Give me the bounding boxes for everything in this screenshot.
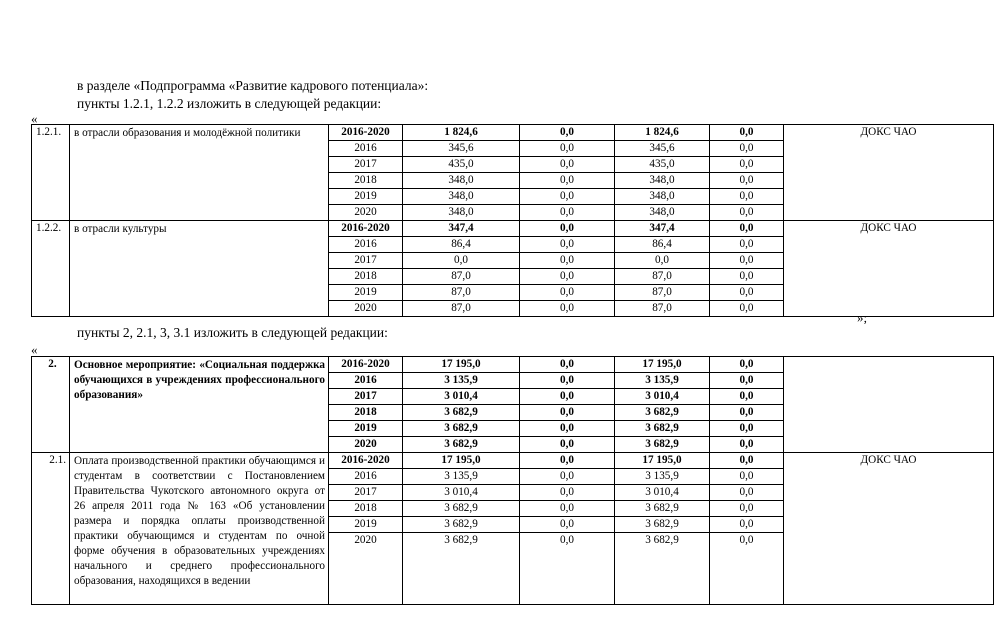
close-quote-1: »; xyxy=(857,310,868,325)
table-cell-value: 3 682,9 xyxy=(615,501,709,517)
table-cell-value: 17 195,0 xyxy=(403,357,519,373)
table-cell-value: 2017 xyxy=(329,389,402,405)
table-cell-value: 0,0 xyxy=(520,157,614,173)
table-cell-value: 0,0 xyxy=(710,125,783,141)
item-name: Основное мероприятие: «Социальная поддержка обучающихся в учреждениях профессионального образования» xyxy=(70,357,329,453)
table-cell-value: 87,0 xyxy=(615,269,709,285)
table-cell-value: 0,0 xyxy=(710,221,783,237)
table-cell-value: 0,0 xyxy=(615,253,709,269)
table-cell-value: 348,0 xyxy=(448,206,474,218)
table-cell-value: 0,0 xyxy=(710,405,783,421)
table-cell-value: 348,0 xyxy=(403,173,519,189)
table-cell-value: 0,0 xyxy=(710,501,783,517)
table-cell-value: 2016-2020 xyxy=(329,453,402,469)
table-cell-value: 3 682,9 xyxy=(615,421,709,437)
item-number: 1.2.2. xyxy=(32,221,70,317)
item-name: Оплата производственной практики обучающимся и студентам в соответствии с Постановлением Правительства Чукотского автономного округа от 26 апреля 2011 года № 163 «Об установлении размера и порядка оплаты производственной практики обучающимся и студентам по очной форме обучения в образовательных учреждениях начального и среднего профессионального образования, находящихся в ведении xyxy=(70,453,329,605)
table-cell-value: 0,0 xyxy=(710,517,783,533)
table-cell-value: 86,4 xyxy=(615,237,709,253)
table-cell-value: 2017 xyxy=(329,485,402,501)
table-cell-value: 3 010,4 xyxy=(615,389,709,405)
table-cell-value: 0,0 xyxy=(710,189,783,205)
table-cell-value: 3 682,9 xyxy=(615,405,709,421)
table-cell-value: 3 682,9 xyxy=(403,501,519,517)
table-cell-value: 0,0 xyxy=(739,438,754,450)
table-cell-value: 348,0 xyxy=(649,206,675,218)
table-cell-value: 2018 xyxy=(329,405,402,421)
table-cell-value: 345,6 xyxy=(403,141,519,157)
table-cell-value: 435,0 xyxy=(403,157,519,173)
table-cell-value: 0,0 xyxy=(560,534,574,546)
table-cell-value: 0,0 xyxy=(560,302,574,314)
intro-line-1: в разделе «Подпрограмма «Развитие кадрового потенциала»: xyxy=(77,78,429,93)
table-cell-value: 0,0 xyxy=(520,221,614,237)
table-cell-value: 0,0 xyxy=(520,453,614,469)
table-cell-value: 0,0 xyxy=(520,189,614,205)
table-cell-value: 0,0 xyxy=(710,469,783,485)
table-cell-value: 0,0 xyxy=(520,253,614,269)
table-cell-value: 3 010,4 xyxy=(403,485,519,501)
table-cell-value: 0,0 xyxy=(520,141,614,157)
table-cell-value: 2019 xyxy=(329,421,402,437)
table-cell-value: 87,0 xyxy=(615,285,709,301)
program-table-2 xyxy=(31,356,994,605)
table-cell-value: 0,0 xyxy=(520,237,614,253)
table-cell-value: 17 195,0 xyxy=(615,357,709,373)
table-cell-value: 3 682,9 xyxy=(403,421,519,437)
intro-line-2: пункты 1.2.1, 1.2.2 изложить в следующей редакции: xyxy=(77,96,382,111)
section2-heading: пункты 2, 2.1, 3, 3.1 изложить в следующей редакции: xyxy=(77,325,388,340)
table-cell-value: 0,0 xyxy=(710,485,783,501)
table-cell-value: 2020 xyxy=(354,302,377,314)
table-cell-value: 348,0 xyxy=(403,189,519,205)
table-cell-value: 17 195,0 xyxy=(403,453,519,469)
table-cell-value: 0,0 xyxy=(520,373,614,389)
table-cell-value: 0,0 xyxy=(560,206,574,218)
table-cell-value: 0,0 xyxy=(520,517,614,533)
item-name: в отрасли культуры xyxy=(70,221,329,317)
table-cell-value: 0,0 xyxy=(710,357,783,373)
table-cell-value: 2020 xyxy=(354,438,377,450)
table-cell-value: 2016 xyxy=(329,141,402,157)
table-cell-value: 2017 xyxy=(329,157,402,173)
open-quote-1: « xyxy=(31,111,38,126)
table-cell-value: 2016 xyxy=(329,373,402,389)
table-cell-value: 0,0 xyxy=(520,269,614,285)
item-number: 2.1. xyxy=(32,453,70,605)
table-cell-value: 0,0 xyxy=(520,485,614,501)
table-row xyxy=(32,357,994,453)
table-cell-value: 1 824,6 xyxy=(403,125,519,141)
table-cell-value: 3 135,9 xyxy=(403,469,519,485)
table-cell-value: 2016 xyxy=(329,469,402,485)
table-cell-value: 0,0 xyxy=(739,302,754,314)
table-cell-value: 2019 xyxy=(329,189,402,205)
table-cell-value: 2016 xyxy=(329,237,402,253)
table-cell-value: 0,0 xyxy=(710,285,783,301)
executor: ДОКС ЧАО xyxy=(784,125,994,221)
table-cell-value: 3 135,9 xyxy=(403,373,519,389)
open-quote-2: « xyxy=(31,342,38,357)
table-cell-value: 2017 xyxy=(329,253,402,269)
table-cell-value: 2018 xyxy=(329,269,402,285)
item-name: в отрасли образования и молодёжной политики xyxy=(70,125,329,221)
table-cell-value: 0,0 xyxy=(520,405,614,421)
table-cell-value: 2016-2020 xyxy=(329,221,402,237)
table-cell-value: 2019 xyxy=(329,517,402,533)
table-cell-value: 3 135,9 xyxy=(615,469,709,485)
table-cell-value: 0,0 xyxy=(520,285,614,301)
table-cell-value: 3 682,9 xyxy=(444,438,478,450)
table-cell-value: 0,0 xyxy=(710,373,783,389)
table-cell-value: 0,0 xyxy=(403,253,519,269)
table-cell-value: 0,0 xyxy=(520,501,614,517)
table-cell-value: 345,6 xyxy=(615,141,709,157)
table-cell-value: 87,0 xyxy=(451,302,471,314)
executor: ДОКС ЧАО xyxy=(784,453,994,605)
table-cell-value: 1 824,6 xyxy=(615,125,709,141)
table-cell-value: 0,0 xyxy=(710,453,783,469)
table-row xyxy=(32,453,994,605)
table-cell-value: 2016-2020 xyxy=(329,125,402,141)
table-cell-value: 0,0 xyxy=(520,421,614,437)
table-cell-value: 0,0 xyxy=(560,438,574,450)
table-row xyxy=(32,221,994,317)
table-cell-value: 3 682,9 xyxy=(615,517,709,533)
table-cell-value: 87,0 xyxy=(403,269,519,285)
table-cell-value: 2020 xyxy=(354,534,377,546)
table-cell-value: 0,0 xyxy=(710,389,783,405)
table-cell-value: 3 682,9 xyxy=(645,534,679,546)
table-cell-value: 2018 xyxy=(329,173,402,189)
table-cell-value: 0,0 xyxy=(520,173,614,189)
table-cell-value: 3 010,4 xyxy=(403,389,519,405)
table-cell-value: 0,0 xyxy=(710,173,783,189)
table-cell-value: 2020 xyxy=(354,206,377,218)
table-cell-value: 3 682,9 xyxy=(403,517,519,533)
table-cell-value: 3 682,9 xyxy=(645,438,679,450)
table-cell-value: 0,0 xyxy=(520,389,614,405)
table-cell-value: 347,4 xyxy=(615,221,709,237)
table-cell-value: 0,0 xyxy=(520,125,614,141)
table-cell-value: 0,0 xyxy=(710,269,783,285)
table-cell-value: 2016-2020 xyxy=(329,357,402,373)
table-cell-value: 3 135,9 xyxy=(615,373,709,389)
table-cell-value: 435,0 xyxy=(615,157,709,173)
table-cell-value: 0,0 xyxy=(739,534,754,546)
table-cell-value: 0,0 xyxy=(710,421,783,437)
table-cell-value: 347,4 xyxy=(403,221,519,237)
executor xyxy=(784,357,994,453)
table-cell-value: 3 682,9 xyxy=(444,534,478,546)
item-number: 2. xyxy=(32,357,70,453)
table-cell-value: 348,0 xyxy=(615,173,709,189)
table-cell-value: 2018 xyxy=(329,501,402,517)
table-cell-value: 3 682,9 xyxy=(403,405,519,421)
table-cell-value: 0,0 xyxy=(710,253,783,269)
table-cell-value: 0,0 xyxy=(710,141,783,157)
table-cell-value: 0,0 xyxy=(520,469,614,485)
table-cell-value: 86,4 xyxy=(403,237,519,253)
table-cell-value: 348,0 xyxy=(615,189,709,205)
table-cell-value: 2019 xyxy=(329,285,402,301)
table-cell-value: 0,0 xyxy=(710,157,783,173)
table-cell-value: 0,0 xyxy=(710,237,783,253)
table-cell-value: 87,0 xyxy=(403,285,519,301)
table-cell-value: 0,0 xyxy=(520,357,614,373)
item-number: 1.2.1. xyxy=(32,125,70,221)
program-table-1 xyxy=(31,124,994,317)
table-cell-value: 17 195,0 xyxy=(615,453,709,469)
executor: ДОКС ЧАО xyxy=(784,221,994,317)
table-cell-value: 0,0 xyxy=(739,206,754,218)
table-cell-value: 3 010,4 xyxy=(615,485,709,501)
table-cell-value: 87,0 xyxy=(652,302,672,314)
table-row xyxy=(32,125,994,221)
